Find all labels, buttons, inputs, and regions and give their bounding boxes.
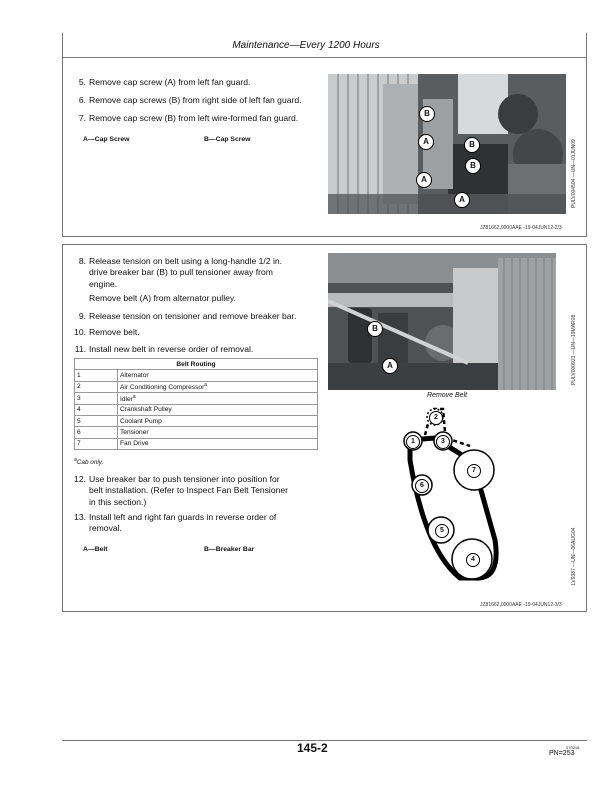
step-line: engine. — [89, 278, 118, 289]
pulley-label: 3 — [436, 435, 450, 449]
pulley-label: 2 — [429, 411, 443, 425]
table-cell-name — [118, 381, 318, 392]
legend-a: A—Belt — [83, 546, 108, 553]
page-number: 145-2 — [297, 741, 328, 755]
step-number: 10. — [74, 327, 86, 337]
row-name: Alternator — [120, 372, 149, 380]
pulley-label: 7 — [467, 464, 481, 478]
table-cell-num: 4 — [75, 404, 118, 415]
table-cell-num: 3 — [75, 393, 118, 404]
table-cell-name — [118, 415, 318, 426]
table-title: Belt Routing — [75, 359, 318, 370]
pulley-label: 1 — [406, 435, 420, 449]
table-cell-name — [118, 393, 318, 404]
table-cell-num: 1 — [75, 370, 118, 381]
table-footnote — [74, 457, 103, 466]
step-number: 5. — [78, 77, 86, 87]
diagram-id: LV9387 —UN—06AUG04 — [571, 527, 577, 585]
legend-b: B—Cap Screw — [204, 136, 251, 143]
header-left-rule — [62, 33, 63, 58]
step-text: Install new belt in reverse order of removal. — [89, 344, 254, 354]
legend-a: A—Cap Screw — [83, 136, 130, 143]
frame-left — [62, 57, 63, 237]
engine-photo-2-illustration — [328, 253, 556, 390]
callout-a: A — [382, 358, 398, 374]
step-text: Remove cap screws (B) from right side of left fan guard. — [89, 95, 302, 105]
section-2-ref: JZ81662,0000AAE -19-04JUN12-3/3 — [480, 602, 562, 608]
table-cell-name — [118, 370, 318, 381]
step-number: 13. — [74, 512, 86, 522]
table-header-row — [75, 359, 318, 370]
step-text: Remove cap screw (A) from left fan guard. — [89, 77, 251, 87]
header-underline — [62, 57, 587, 58]
row-name: Coolant Pump — [120, 417, 162, 425]
table-cell-name — [118, 438, 318, 449]
footnote-mark: a — [204, 382, 208, 389]
footnote-mark: a — [74, 457, 77, 463]
step-number: 12. — [74, 474, 86, 484]
section-1-ref: JZ81662,0000AAE -19-04JUN12-2/3 — [480, 225, 562, 231]
callout-b: B — [465, 158, 481, 174]
frame-right — [586, 57, 587, 237]
pulley-label: 5 — [435, 524, 449, 538]
step-text: Remove belt (A) from alternator pulley. — [89, 293, 236, 303]
header-right-rule — [586, 33, 587, 58]
pulley-label: 6 — [415, 479, 429, 493]
step-line: Release tension on belt using a long-handle 1/2 in. — [89, 256, 283, 266]
footnote-mark: a — [132, 393, 136, 400]
callout-b: B — [464, 137, 480, 153]
step-line: drive breaker bar (B) to pull tensioner away from — [89, 267, 273, 278]
photo-2-id: PULV000923 —UN—19MAR08 — [571, 314, 577, 385]
step-number: 8. — [78, 256, 86, 266]
frame-right — [586, 244, 587, 612]
engine-photo-1-illustration — [328, 74, 566, 214]
frame-bottom — [62, 236, 587, 237]
callout-a: A — [454, 192, 470, 208]
step-line: removal. — [89, 523, 122, 534]
table-cell-num: 2 — [75, 381, 118, 392]
step-line: Use breaker bar to push tensioner into position for — [89, 474, 280, 484]
step-line: in this section.) — [89, 496, 147, 507]
footnote-text: Cab only. — [76, 459, 104, 467]
table-cell-num: 7 — [75, 438, 118, 449]
step-number: 7. — [78, 113, 86, 123]
step-text: Remove belt. — [89, 327, 140, 337]
belt-routing-diagram — [395, 400, 515, 590]
table-cell-num: 5 — [75, 415, 118, 426]
table-row — [75, 393, 318, 404]
row-name: Fan Drive — [120, 440, 149, 448]
engine-photo-1 — [328, 74, 566, 214]
row-name: Idler — [120, 395, 133, 403]
step-text: Remove cap screw (B) from left wire-formed fan guard. — [89, 113, 299, 123]
step-number: 11. — [74, 344, 86, 354]
diagram-caption: Remove Belt — [427, 392, 468, 399]
callout-b: B — [367, 321, 383, 337]
legend-b: B—Breaker Bar — [204, 546, 255, 553]
step-line: Install left and right fan guards in reverse order of — [89, 512, 277, 522]
row-name: Tensioner — [120, 429, 149, 437]
table-row — [75, 381, 318, 392]
row-name: Crankshaft Pulley — [120, 406, 172, 414]
pulley-label: 4 — [466, 553, 480, 567]
table-row — [75, 404, 318, 415]
table-cell-name — [118, 427, 318, 438]
table-row — [75, 438, 318, 449]
table-cell-name — [118, 404, 318, 415]
footer-small-code: 070215 — [566, 745, 580, 750]
callout-a: A — [418, 134, 434, 150]
photo-1-id: PULV004504 —UN—01JUN09 — [571, 139, 577, 208]
belt-routing-table — [74, 358, 318, 450]
step-line: belt installation. (Refer to Inspect Fan Belt Tensioner — [89, 485, 289, 496]
table-row — [75, 370, 318, 381]
callout-b: B — [419, 106, 435, 122]
step-number: 6. — [78, 95, 86, 105]
page-header-title: Maintenance—Every 1200 Hours — [232, 40, 380, 51]
step-text: Release tension on tensioner and remove breaker bar. — [89, 311, 297, 321]
table-cell-num: 6 — [75, 427, 118, 438]
frame-bottom — [62, 611, 587, 612]
table-row — [75, 427, 318, 438]
frame-top — [62, 244, 587, 245]
callout-a: A — [416, 172, 432, 188]
step-number: 9. — [78, 311, 86, 321]
footer-pn: PN=253 — [549, 750, 575, 757]
engine-photo-2 — [328, 253, 556, 390]
row-name: Air Conditioning Compressor — [120, 384, 205, 392]
table-row — [75, 415, 318, 426]
frame-left — [62, 244, 63, 612]
